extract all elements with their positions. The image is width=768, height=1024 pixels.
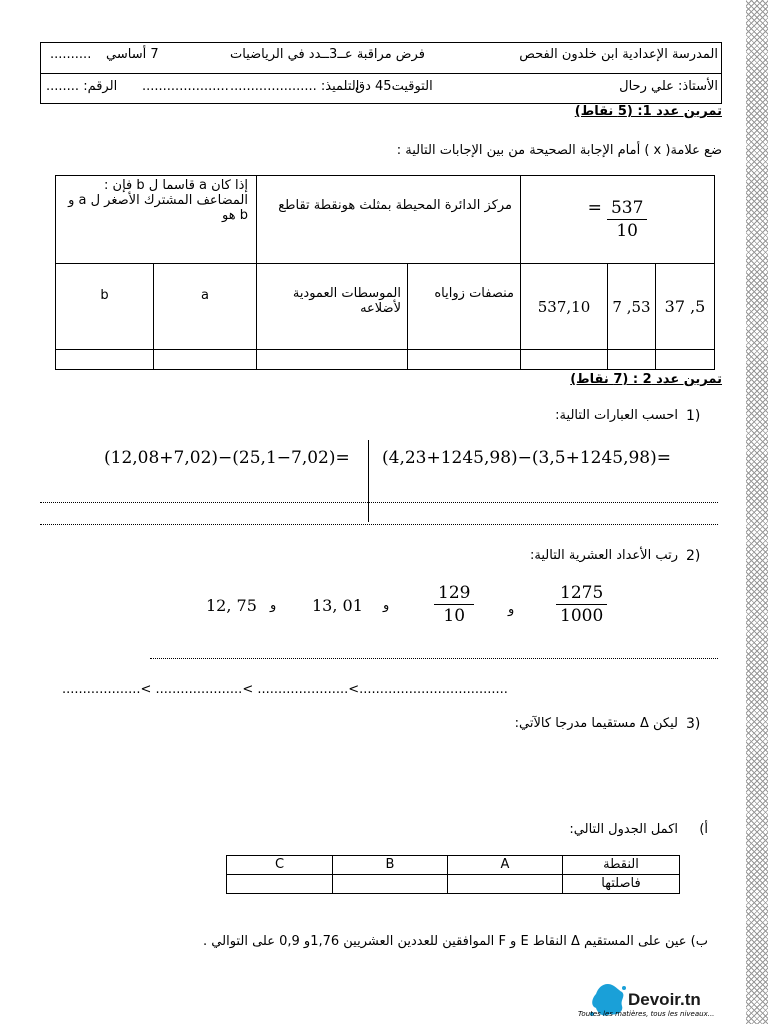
tick-cell[interactable] [56,350,154,370]
q3-label: 3) [686,716,701,732]
tick-cell[interactable] [608,350,656,370]
n1-numerator: 1275 [556,582,607,605]
q1-text: احسب العبارات التالية: [555,408,678,423]
col-b: B [333,856,448,875]
brand-name: Devoir.tn [628,990,701,1009]
q3-text: ليكن Δ مستقيما مدرجا كالآتي: [514,716,678,731]
q1-label: 1) [686,408,701,424]
tick-cell[interactable] [521,350,608,370]
timing: التوقيت45 دق [355,79,433,94]
order-line: ...................< .....................< ......................<.................................... [62,682,508,697]
school-name: المدرسة الإعدادية ابن خلدون الفحص [519,47,718,62]
q3-line2: المضاعف المشترك الأصغر ل a و b هو [68,193,248,223]
q1-fraction [607,197,647,242]
q1-denominator: 10 [616,221,638,241]
tick-cell[interactable] [656,350,715,370]
answer-bisectors[interactable]: منصفات زواياه [408,264,521,350]
abscissa-header: فاصلتها [563,875,680,894]
q3-line1: إذا كان a قاسما ل b فإن : [104,178,248,193]
qa-label: أ) [699,822,708,837]
abscissa-a-input[interactable] [448,875,563,894]
decorative-border [746,0,768,1024]
expression-divider [368,440,369,522]
header-mid-dots: ..................... [142,79,229,94]
tick-cell[interactable] [154,350,257,370]
expression-right: (4,23+1245,98)−(3,5+1245,98)= [382,448,671,468]
devoir-logo [566,980,766,1024]
abscissa-b-input[interactable] [333,875,448,894]
point-header: النقطة [563,856,680,875]
answer-5-37[interactable]: 5, 37 [656,264,715,350]
number-13-01: 13, 01 [312,596,363,615]
answer-a[interactable]: a [154,264,257,350]
number-field: الرقم: ........ [46,79,118,94]
answer-line [150,658,718,659]
exam-title: فرض مراقبة عــ3ــدد في الرياضيات [230,47,425,62]
q2-label: 2) [686,548,701,564]
n2-denominator: 10 [443,606,466,626]
number-12-75: 12, 75 [206,596,257,615]
answer-perpendicular[interactable]: الموسطات العمودية لأضلاعه [257,264,408,350]
expression-left: (12,08+7,02)−(25,1−7,02)= [104,448,350,468]
student-field: التلميذ: ..................... [230,79,360,94]
answer-537-10[interactable]: 537,10 [521,264,608,350]
grade: 7 أساسي [106,47,159,62]
abscissa-c-input[interactable] [227,875,333,894]
ex2-title: تمرين عدد 2 : (7 نقاط) [570,372,722,387]
answer-53-7[interactable]: 53, 7 [608,264,656,350]
qb-text: ب) عين على المستقيم Δ النقاط E و F الموافقين للعددين العشريين 1,76و 0,9 على التوالي . [203,934,708,949]
answer-b[interactable]: b [56,264,154,350]
q1-equals: = [587,198,602,218]
ex1-table [55,175,715,370]
q1-cell [521,176,715,264]
number-1275-1000 [556,582,607,627]
col-c: C [227,856,333,875]
number-129-10 [434,582,474,627]
answer-line [40,524,718,525]
teacher: الأستاذ: علي رحال [619,79,718,94]
tick-cell[interactable] [257,350,408,370]
tick-cell[interactable] [408,350,521,370]
answer-line [40,502,718,503]
and-3: و [270,598,277,613]
ex1-title: تمرين عدد 1: (5 نقاط) [574,104,722,119]
brand-slogan: Toutes les matières, tous les niveaux... [578,1010,715,1018]
col-a: A [448,856,563,875]
q2-cell: مركز الدائرة المحيطة بمثلث هونقطة تقاطع [257,176,521,264]
grade-dots: .......... [50,47,92,62]
n1-denominator: 1000 [560,606,604,626]
q3-cell [56,176,257,264]
q1-numerator: 537 [607,197,647,220]
and-1: و [508,602,515,617]
and-2: و [383,598,390,613]
ex1-instruction: ضع علامة( x ) أمام الإجابة الصحيحة من بين الإجابات التالية : [396,143,722,158]
n2-numerator: 129 [434,582,474,605]
coordinates-table [226,855,680,894]
q2-text: رتب الأعداد العشرية التالية: [530,548,678,563]
qa-text: اكمل الجدول التالي: [569,822,678,837]
